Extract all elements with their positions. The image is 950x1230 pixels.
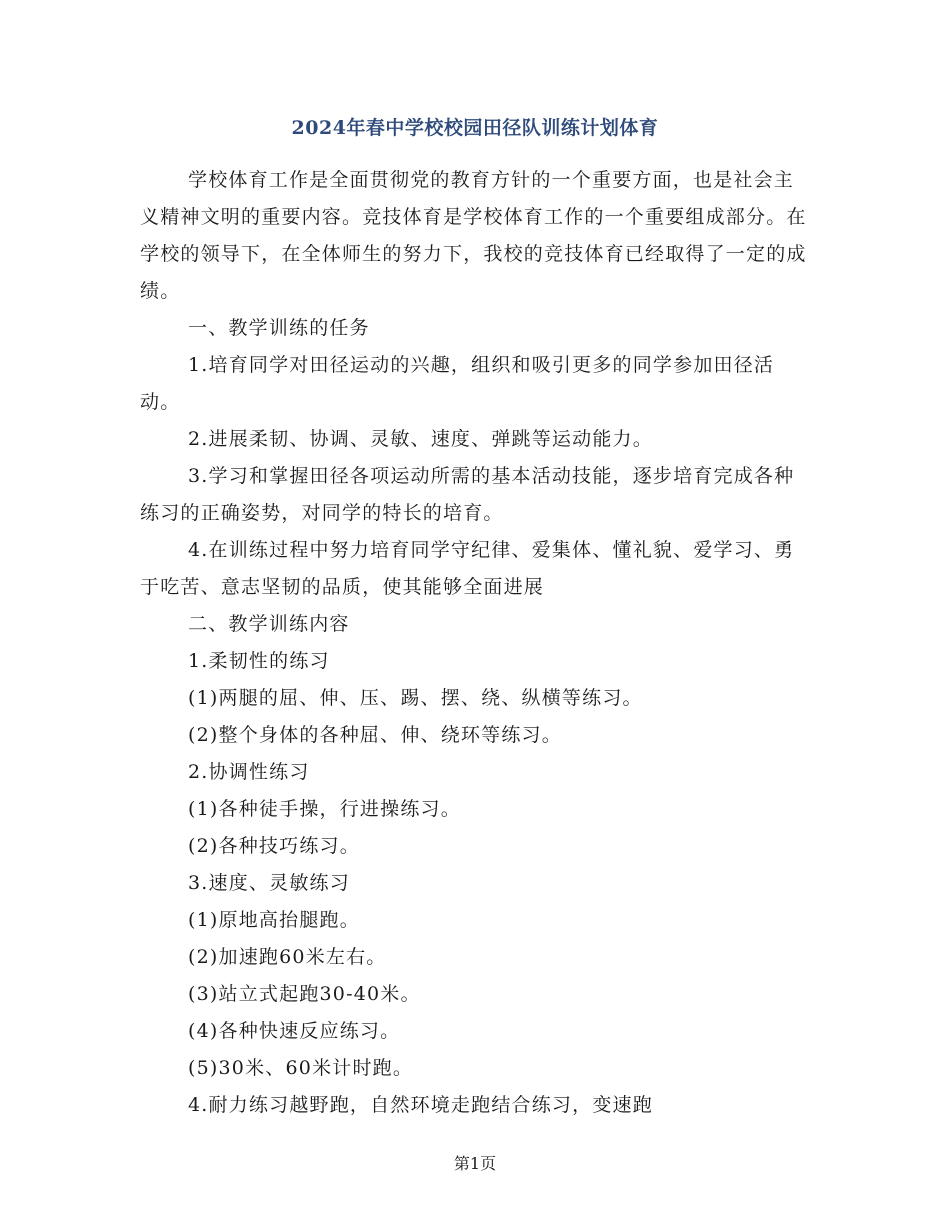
paragraph-intro: 学校体育工作是全面贯彻党的教育方针的一个重要方面，也是社会主义精神文明的重要内容。竞技体育是学校体育工作的一个重要组成部分。在学校的领导下，在全体师生的努力下，我校的竞技体育已经取得了一定的成绩。 bbox=[140, 169, 807, 302]
list-item: 1.培育同学对田径运动的兴趣，组织和吸引更多的同学参加田径活动。 bbox=[140, 354, 775, 413]
list-item: (1)原地高抬腿跑。 bbox=[188, 909, 360, 931]
list-item: 2.进展柔韧、协调、灵敏、速度、弹跳等运动能力。 bbox=[188, 428, 653, 450]
subsection-heading: 4.耐力练习越野跑，自然环境走跑结合练习，变速跑 bbox=[188, 1094, 653, 1116]
list-item: (1)两腿的屈、伸、压、踢、摆、绕、纵横等练习。 bbox=[188, 687, 643, 709]
document-title: 2024年春中学校校园田径队训练计划体育 bbox=[291, 117, 659, 139]
section-heading-2: 二、教学训练内容 bbox=[188, 613, 350, 635]
document-body bbox=[140, 162, 808, 1124]
list-item: (4)各种快速反应练习。 bbox=[188, 1020, 401, 1042]
list-item: (2)整个身体的各种屈、伸、绕环等练习。 bbox=[188, 724, 562, 746]
subsection-heading: 3.速度、灵敏练习 bbox=[188, 872, 350, 894]
list-item: (3)站立式起跑30-40米。 bbox=[188, 983, 421, 1005]
subsection-heading: 2.协调性练习 bbox=[188, 761, 310, 783]
list-item: 3.学习和掌握田径各项运动所需的基本活动技能，逐步培育完成各种练习的正确姿势，对同学的特长的培育。 bbox=[140, 465, 795, 524]
page-number: 第1页 bbox=[453, 1154, 497, 1173]
section-heading-1: 一、教学训练的任务 bbox=[188, 317, 370, 339]
list-item: (1)各种徒手操，行进操练习。 bbox=[188, 798, 461, 820]
list-item: (2)加速跑60米左右。 bbox=[188, 946, 387, 968]
subsection-heading: 1.柔韧性的练习 bbox=[188, 650, 330, 672]
list-item: (2)各种技巧练习。 bbox=[188, 835, 360, 857]
list-item: 4.在训练过程中努力培育同学守纪律、爱集体、懂礼貌、爱学习、勇于吃苦、意志坚韧的品质，使其能够全面进展 bbox=[140, 539, 795, 598]
list-item: (5)30米、60米计时跑。 bbox=[188, 1057, 414, 1079]
